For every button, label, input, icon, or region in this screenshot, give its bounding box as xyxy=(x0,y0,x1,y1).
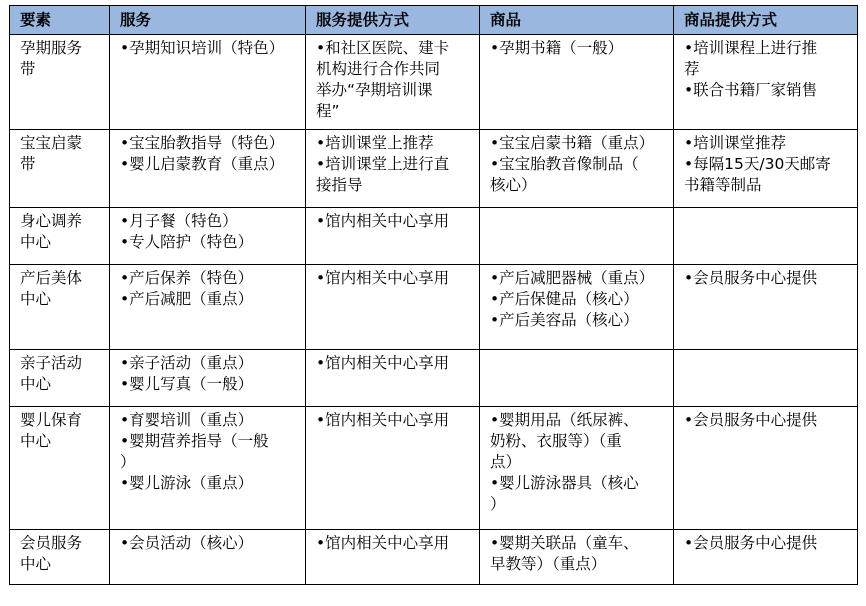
cell-line: •培训课程上进行推 xyxy=(684,39,818,57)
cell-line: •亲子活动（重点） xyxy=(120,354,254,372)
cell-element xyxy=(10,35,110,130)
cell-service-method xyxy=(306,208,480,265)
cell-product xyxy=(480,265,674,350)
cell-service xyxy=(110,265,306,350)
cell-line: 接指导 xyxy=(316,176,363,194)
cell-line: •产后减肥（重点） xyxy=(120,290,254,308)
cell-line: 中心 xyxy=(20,432,52,450)
header-row xyxy=(10,6,858,35)
cell-product-method xyxy=(674,208,858,265)
header-element: 要素 xyxy=(10,6,110,35)
cell-line: 奶粉、衣服等）（重 xyxy=(490,432,622,450)
cell-line: •专人陪护（特色） xyxy=(120,233,254,251)
cell-line: 中心 xyxy=(20,233,52,251)
cell-line: •馆内相关中心享用 xyxy=(316,354,450,372)
cell-line: •会员服务中心提供 xyxy=(684,411,818,429)
cell-line: •孕期知识培训（特色） xyxy=(120,39,285,57)
cell-line: •婴期关联品（童车、 xyxy=(490,534,639,552)
cell-product xyxy=(480,208,674,265)
service-product-table xyxy=(9,5,858,585)
cell-line: 会员服务 xyxy=(20,534,83,552)
cell-service-method xyxy=(306,407,480,530)
cell-line: •培训课堂上推荐 xyxy=(316,134,434,152)
cell-line: •会员服务中心提供 xyxy=(684,534,818,552)
cell-line: 机构进行合作共同 xyxy=(316,60,441,78)
cell-line: 带 xyxy=(20,155,36,173)
table-row xyxy=(10,265,858,350)
cell-line: •宝宝启蒙书籍（重点） xyxy=(490,134,655,152)
cell-line: •馆内相关中心享用 xyxy=(316,411,450,429)
cell-line: •婴儿启蒙教育（重点） xyxy=(120,155,285,173)
cell-line: •婴期营养指导（一般 xyxy=(120,432,269,450)
cell-line: •月子餐（特色） xyxy=(120,212,238,230)
cell-product-method xyxy=(674,350,858,407)
cell-product-method xyxy=(674,407,858,530)
cell-element xyxy=(10,265,110,350)
cell-line: 中心 xyxy=(20,375,52,393)
cell-product xyxy=(480,35,674,130)
cell-product xyxy=(480,350,674,407)
cell-service-method xyxy=(306,350,480,407)
cell-product-method xyxy=(674,35,858,130)
cell-line: •婴儿游泳（重点） xyxy=(120,474,254,492)
cell-line: 早教等）（重点） xyxy=(490,555,607,573)
header-product-method: 商品提供方式 xyxy=(674,6,858,35)
cell-service xyxy=(110,35,306,130)
header-service: 服务 xyxy=(110,6,306,35)
cell-line: •馆内相关中心享用 xyxy=(316,534,450,552)
cell-element xyxy=(10,208,110,265)
header-service-method: 服务提供方式 xyxy=(306,6,480,35)
header-product: 商品 xyxy=(480,6,674,35)
cell-line: •宝宝胎教音像制品（ xyxy=(490,155,639,173)
cell-line: 程” xyxy=(316,102,340,120)
cell-line: •宝宝胎教指导（特色） xyxy=(120,134,285,152)
cell-service-method xyxy=(306,35,480,130)
table-row xyxy=(10,35,858,130)
cell-element xyxy=(10,350,110,407)
cell-line: 产后美体 xyxy=(20,269,83,287)
cell-product-method xyxy=(674,265,858,350)
cell-service xyxy=(110,130,306,208)
cell-line: •产后减肥器械（重点） xyxy=(490,269,655,287)
cell-line: 中心 xyxy=(20,290,52,308)
table-row xyxy=(10,350,858,407)
cell-line: •产后美容品（核心） xyxy=(490,311,639,329)
cell-line: ） xyxy=(120,453,136,471)
cell-line: •婴期用品（纸尿裤、 xyxy=(490,411,639,429)
cell-service-method xyxy=(306,530,480,585)
cell-element xyxy=(10,530,110,585)
cell-service-method xyxy=(306,130,480,208)
cell-line: 核心） xyxy=(490,176,537,194)
cell-line: •馆内相关中心享用 xyxy=(316,269,450,287)
cell-line: 书籍等制品 xyxy=(684,176,762,194)
cell-line: 带 xyxy=(20,60,36,78)
cell-line: •会员服务中心提供 xyxy=(684,269,818,287)
cell-line: •馆内相关中心享用 xyxy=(316,212,450,230)
cell-product xyxy=(480,130,674,208)
cell-product-method xyxy=(674,530,858,585)
cell-line: •育婴培训（重点） xyxy=(120,411,254,429)
cell-service-method xyxy=(306,265,480,350)
cell-line: •每隔15天/30天邮寄 xyxy=(684,155,831,173)
cell-line: •联合书籍厂家销售 xyxy=(684,81,818,99)
cell-line: 点） xyxy=(490,453,522,471)
cell-product xyxy=(480,530,674,585)
cell-line: 举办“孕期培训课 xyxy=(316,81,433,99)
table-row xyxy=(10,407,858,530)
cell-service xyxy=(110,350,306,407)
cell-element xyxy=(10,407,110,530)
cell-line: ） xyxy=(490,495,506,513)
cell-line: 中心 xyxy=(20,555,52,573)
cell-service xyxy=(110,208,306,265)
cell-element xyxy=(10,130,110,208)
table-row xyxy=(10,130,858,208)
cell-line: •婴儿写真（一般） xyxy=(120,375,254,393)
cell-line: 亲子活动 xyxy=(20,354,83,372)
cell-line: •产后保养（特色） xyxy=(120,269,254,287)
cell-line: 荐 xyxy=(684,60,700,78)
cell-line: •培训课堂上进行直 xyxy=(316,155,450,173)
cell-line: •会员活动（核心） xyxy=(120,534,254,552)
cell-line: 身心调养 xyxy=(20,212,83,230)
cell-service xyxy=(110,407,306,530)
cell-product-method xyxy=(674,130,858,208)
cell-product xyxy=(480,407,674,530)
cell-service xyxy=(110,530,306,585)
cell-line: 宝宝启蒙 xyxy=(20,134,83,152)
cell-line: •和社区医院、建卡 xyxy=(316,39,450,57)
cell-line: •孕期书籍（一般） xyxy=(490,39,624,57)
cell-line: •培训课堂推荐 xyxy=(684,134,787,152)
cell-line: •产后保健品（核心） xyxy=(490,290,639,308)
cell-line: 婴儿保育 xyxy=(20,411,83,429)
table-row xyxy=(10,208,858,265)
cell-line: •婴儿游泳器具（核心 xyxy=(490,474,639,492)
cell-line: 孕期服务 xyxy=(20,39,83,57)
table-row xyxy=(10,530,858,585)
